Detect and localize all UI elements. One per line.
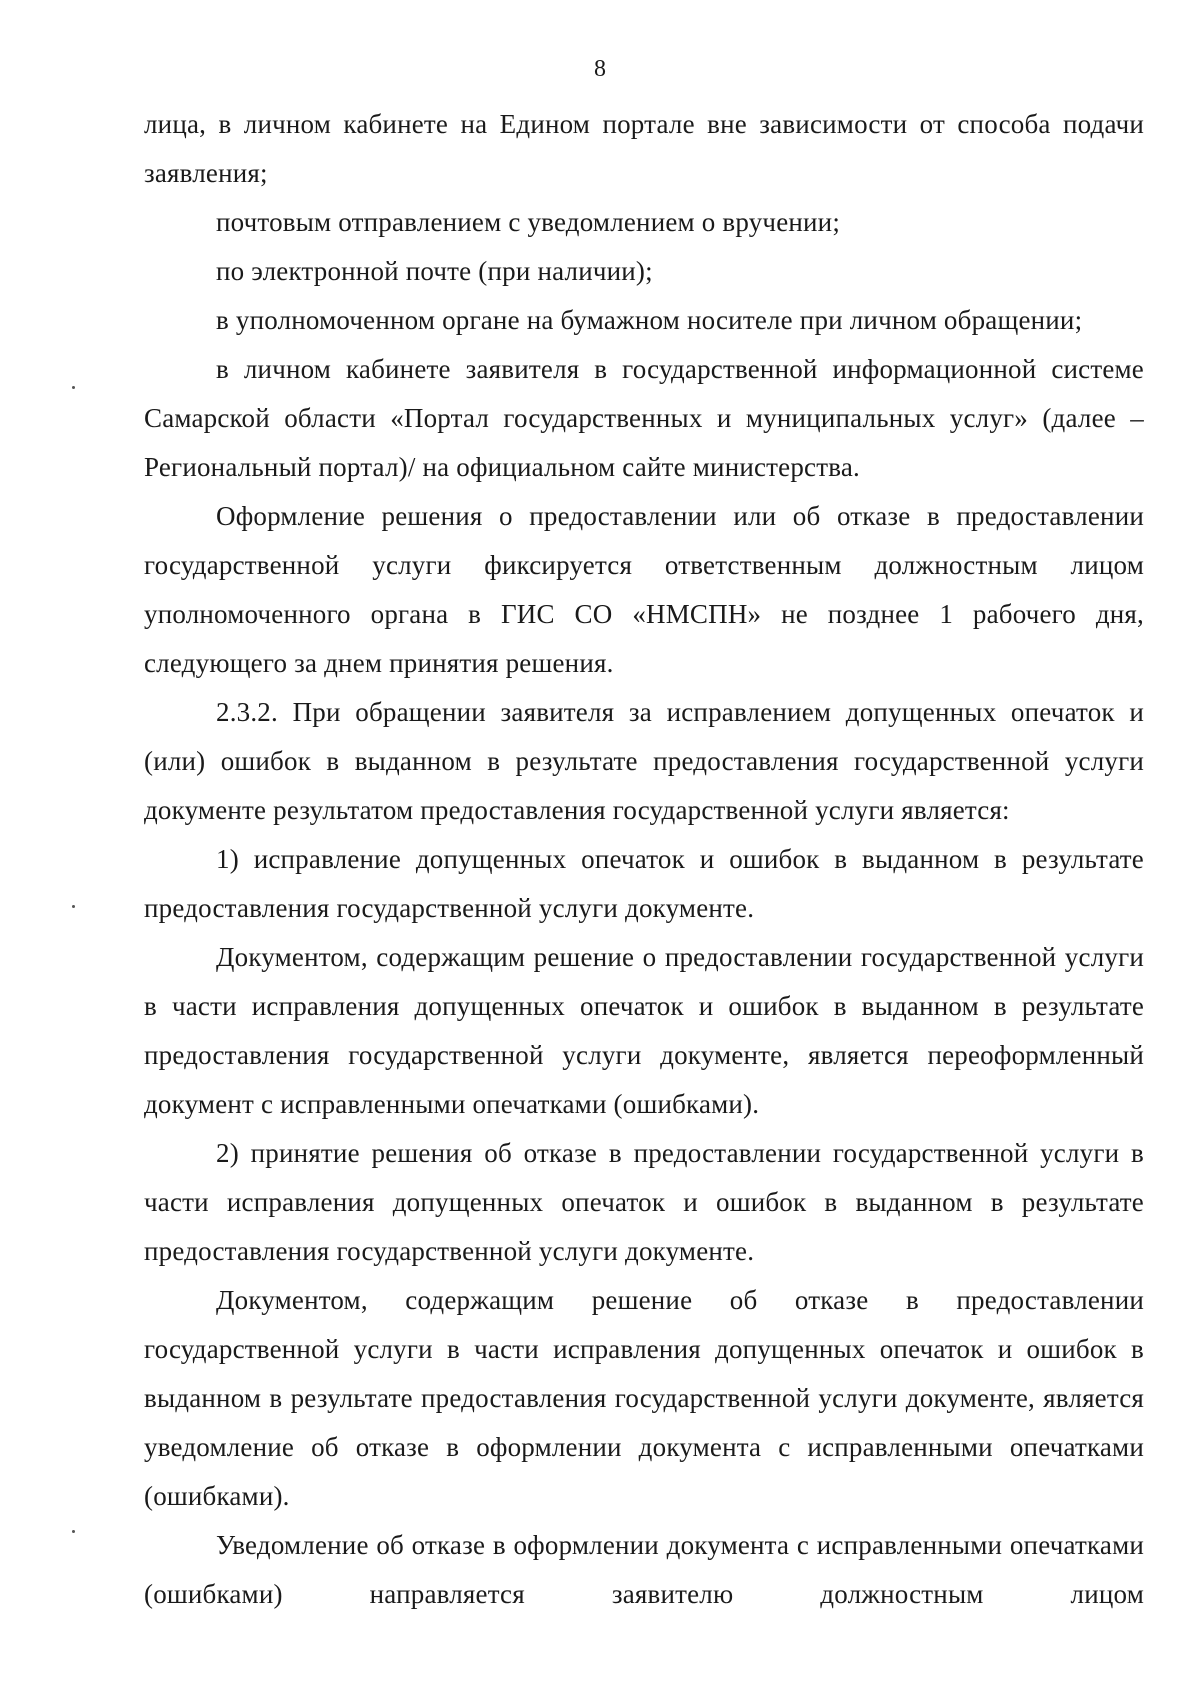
scan-mark <box>72 1530 75 1533</box>
paragraph: в личном кабинете заявителя в государственной информационной системе Самарской области «Портал государственных и муниципальных услуг» (далее – Региональный портал)/ на официальном сайте министерства. <box>144 354 1144 482</box>
paragraph: 2) принятие решения об отказе в предоставлении государственной услуги в части исправления допущенных опечаток и ошибок в выданном в результате предоставления государственной услуги документе. <box>144 1138 1144 1266</box>
paragraph: Оформление решения о предоставлении или об отказе в предоставлении государственной услуги фиксируется ответственным должностным лицом уполномоченного органа в ГИС СО «НМСПН» не позднее 1 рабочего дня, следующего за днем принятия решения. <box>144 501 1144 678</box>
document-body <box>144 100 1144 1619</box>
paragraph: почтовым отправлением с уведомлением о вручении; <box>216 207 841 237</box>
paragraph: по электронной почте (при наличии); <box>216 256 653 286</box>
paragraph: 2.3.2. При обращении заявителя за исправлением допущенных опечаток и (или) ошибок в выданном в результате предоставления государственной услуги документе результатом предоставления государственной услуги является: <box>144 697 1144 825</box>
scan-mark <box>72 905 75 908</box>
page-number: 8 <box>594 56 606 82</box>
scan-mark <box>72 386 75 389</box>
paragraph: 1) исправление допущенных опечаток и ошибок в выданном в результате предоставления государственной услуги документе. <box>144 844 1144 923</box>
paragraph: Документом, содержащим решение об отказе в предоставлении государственной услуги в части исправления допущенных опечаток и ошибок в выданном в результате предоставления государственной услуги документе, является уведомление об отказе в оформлении документа с исправленными опечатками (ошибками). <box>144 1285 1144 1511</box>
paragraph: лица, в личном кабинете на Едином портале вне зависимости от способа подачи заявления; <box>144 109 1144 188</box>
paragraph: Документом, содержащим решение о предоставлении государственной услуги в части исправления допущенных опечаток и ошибок в выданном в результате предоставления государственной услуги документе, является переоформленный документ с исправленными опечатками (ошибками). <box>144 942 1144 1119</box>
paragraph: в уполномоченном органе на бумажном носителе при личном обращении; <box>216 305 1083 335</box>
paragraph: Уведомление об отказе в оформлении документа с исправленными опечатками (ошибками) направляется заявителю должностным лицом <box>144 1530 1144 1609</box>
